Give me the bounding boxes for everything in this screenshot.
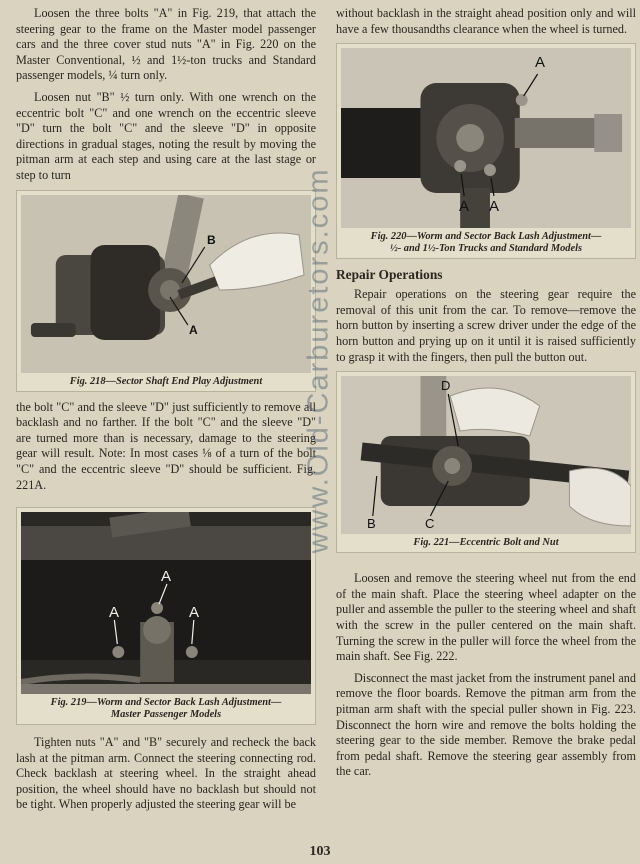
body-paragraph: Disconnect the mast jacket from the instrument panel and remove the floor boards. Remove the pitman arm from the pitman arm shaft with the special puller shown in Fig. 223. Disconnect the horn wire and remove the bolts holding the steering gear to the side member. Remove the brake pedal from pedal shaft. Remove the steering gear assembly from the car. [336, 670, 636, 779]
figure-219-caption-line: Fig. 219—Worm and Sector Back Lash Adjustment— [50, 697, 282, 709]
body-paragraph: Tighten nuts "A" and "B" securely and recheck the back lash at the pitman arm. Connect the steering connecting rod. Check backlash at steering wheel. In the straight ahead position, the wheel should have no backlash but should not be tight. When properly adjusted the steering gear will be [16, 735, 316, 812]
figure-220-caption-line: ½- and 1½-Ton Trucks and Standard Models [389, 243, 583, 255]
body-paragraph: Loosen nut "B" ½ turn only. With one wrench on the eccentric bolt "C" and one wrench on the eccentric sleeve "D" turn the bolt "C" and the sleeve "D" in opposite directions in gradual stages, noting the result by moving the pitman arm at each step and using care at the last stage or step to turn [16, 89, 316, 182]
body-paragraph: without backlash in the straight ahead position only and will have a few thousandths clearance when the wheel is turned. [336, 6, 636, 36]
figure-218-label-b: B [207, 232, 216, 247]
body-paragraph: Repair operations on the steering gear require the removal of this unit from the car. To remove—remove the horn button by inserting a screw driver under the edge of the horn button and prying up on it until it is raised sufficiently to grasp it with the fingers, then pull the button out. [336, 287, 636, 364]
figure-221-label-d: D [441, 378, 451, 394]
page-number: 103 [309, 844, 331, 859]
section-title: Repair Operations [336, 267, 443, 283]
figure-219-label-a: A [109, 604, 120, 622]
body-paragraph: Loosen and remove the steering wheel nut from the end of the main shaft. Place the steering wheel adapter on the puller and assemble the puller to the steering wheel and shaft with the screw in the puller centered on the main shaft. Turning the screw in the puller will force the wheel from the main shaft. See Fig. 222. [336, 571, 636, 664]
watermark [302, 40, 336, 680]
figure-219-label-a: A [161, 568, 172, 586]
figure-220 [336, 43, 636, 259]
figure-221-photo [341, 376, 631, 534]
figure-218-label-a: A [189, 322, 198, 337]
figure-220-caption-line: Fig. 220—Worm and Sector Back Lash Adjustment— [370, 231, 602, 243]
figure-218-photo [21, 195, 311, 373]
figure-218 [16, 190, 316, 392]
figure-221 [336, 371, 636, 553]
figure-219-caption [21, 697, 311, 721]
figure-220-label-a: A [459, 198, 470, 216]
body-paragraph: Loosen the three bolts "A" in Fig. 219, that attach the steering gear to the frame on the Master model passenger cars and the three cover stud nuts "A" in Fig. 220 on the Master Conventional, ½ and 1½-ton trucks and Standard passenger models, ¼ turn only. [16, 6, 316, 83]
figure-220-label-a: A [489, 198, 500, 216]
figure-219-photo [21, 512, 311, 694]
figure-219-label-a: A [189, 604, 200, 622]
figure-220-label-a: A [535, 54, 546, 72]
figure-218-caption: Fig. 218—Sector Shaft End Play Adjustment [69, 375, 263, 387]
right-column [336, 6, 636, 786]
figure-220-caption [341, 231, 631, 255]
figure-221-label-b: B [367, 516, 376, 532]
figure-220-photo [341, 48, 631, 228]
figure-221-label-c: C [425, 516, 435, 532]
figure-221-caption: Fig. 221—Eccentric Bolt and Nut [413, 537, 559, 549]
figure-219-caption-line: Master Passenger Models [110, 709, 222, 721]
body-paragraph: the bolt "C" and the sleeve "D" just sufficiently to remove all backlash and no farther. If the bolt "C" and the sleeve "D" are turned more than is necessary, damage to the steering gear will result. Note: In most cases ⅛ of a turn of the bolt "C" and the eccentric sleeve "D" should be sufficient. Fig. 221A. [16, 399, 316, 492]
left-column [16, 6, 316, 819]
figure-219 [16, 507, 316, 725]
watermark-text: www.Old-Carburetors.com [302, 166, 335, 554]
